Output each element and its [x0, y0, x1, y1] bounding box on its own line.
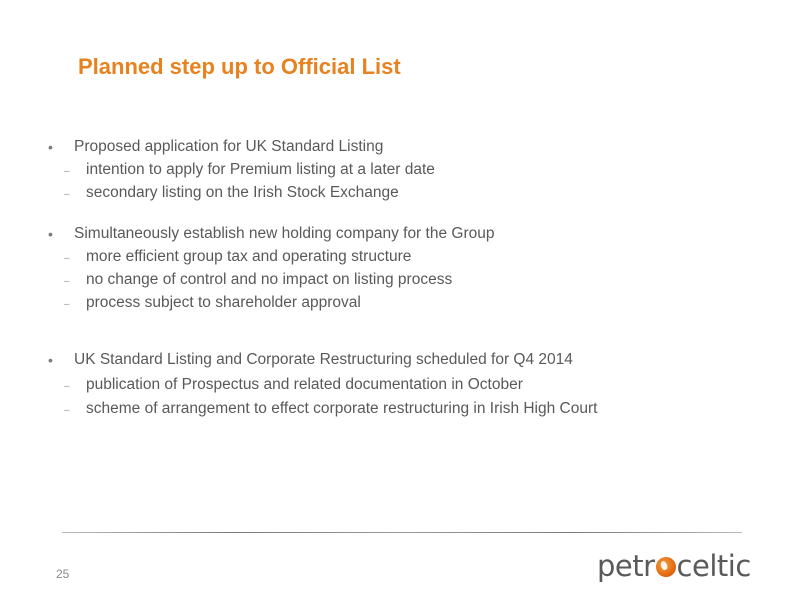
dash-icon: –: [64, 276, 70, 287]
slide-title: Planned step up to Official List: [78, 54, 401, 79]
bullet-icon: •: [48, 352, 53, 368]
sub-bullet-text: secondary listing on the Irish Stock Exchange: [86, 184, 399, 201]
petroceltic-logo: [597, 549, 751, 583]
dash-icon: –: [64, 189, 70, 200]
bullet-text: Proposed application for UK Standard Listing: [74, 138, 384, 155]
page-number: 25: [56, 567, 70, 581]
bullet-text: Simultaneously establish new holding company for the Group: [74, 225, 495, 242]
dash-icon: –: [64, 166, 70, 177]
flame-o-icon: [656, 557, 676, 577]
sub-bullet-text: intention to apply for Premium listing at a later date: [86, 161, 435, 178]
dash-icon: –: [64, 299, 70, 310]
sub-bullet-text: no change of control and no impact on listing process: [86, 271, 453, 288]
sub-bullet-text: more efficient group tax and operating structure: [86, 248, 412, 265]
sub-bullet-text: process subject to shareholder approval: [86, 294, 361, 311]
sub-bullet-text: scheme of arrangement to effect corporate restructuring in Irish High Court: [86, 400, 598, 417]
logo-text-end: celtic: [676, 549, 751, 583]
sub-bullet-text: publication of Prospectus and related documentation in October: [86, 376, 523, 393]
dash-icon: –: [64, 253, 70, 264]
dash-icon: –: [64, 405, 70, 416]
bullet-icon: •: [48, 226, 53, 242]
dash-icon: –: [64, 381, 70, 392]
logo-text-start: petr: [597, 549, 655, 583]
bullet-text: UK Standard Listing and Corporate Restructuring scheduled for Q4 2014: [74, 351, 573, 368]
bullet-icon: •: [48, 139, 53, 155]
footer-divider: [62, 532, 742, 533]
